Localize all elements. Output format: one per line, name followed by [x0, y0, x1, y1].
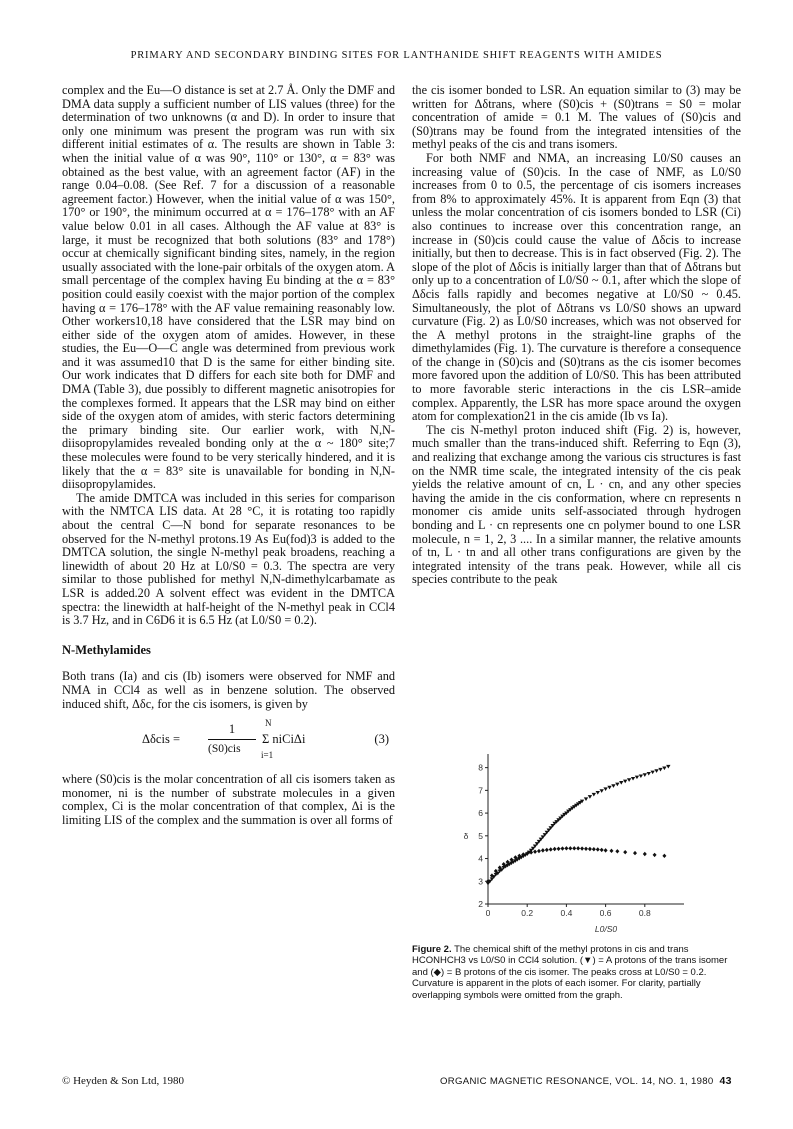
equation-numerator: 1 — [228, 722, 236, 737]
data-point-cis — [576, 846, 580, 850]
data-point-cis — [572, 846, 576, 850]
left-column — [62, 84, 395, 828]
data-point-cis — [560, 846, 564, 850]
paragraph: where (S0)cis is the molar concentration of all cis isomers taken as monomer, ni is the number of substrate molecules in a given complex, Ci is the molar concentration of that complex, Δi is the limiting LIS of the complex and the summation is over all forms of — [62, 772, 395, 827]
paragraph: the cis isomer bonded to LSR. An equation similar to (3) may be written for Δδtrans, where (S0)cis + (S0)trans = S0 = molar concentration of amide = 0.1 M. The values of (S0)cis and (S0)trans may be found from the integrated intensities of the methyl peaks of the cis and trans isomers. — [412, 83, 741, 152]
paragraph: complex and the Eu—O distance is set at 2.7 Å. Only the DMF and DMA data supply a sufficient number of LIS values (three) for the determination of two unknowns (α and D). In order to insure that only one minimum was present the program was run with six different initial estimates of α. The results are shown in Table 3: when the initial value of α was 90°, 110° or 130°, α = 83° was obtained as the best value, with an agreement factor (AF) in the range 0.04–0.08. (See Ref. 7 for a discussion of a reasonable agreement factor.) However, when the initial value of α was 150°, 170° or 190°, the minimum occurred at α = 176–178° with an AF value below 0.01 in all cases. Although the AF value at 83° is large, it must be recognized that both solutions (83° and 178°) occur at chemically significant binding sites, namely, in the region usually associated with the lone-pair orbitals of the oxygen atom. A small percentage of the complex having Eu binding at the α = 83° position could easily coexist with the major portion of the complex having α = 176–178° with the AF value remaining reasonably low. Other workers10,18 have considered that the LSR may bind on either side of the oxygen atom of amides. However, in these studies, the Eu—O—C angle was determined from previous work and it was assumed10 that D is the same for either binding site. Our work indicates that D differs for each site both for DMF and DMA (Table 3), due possibly to different magnetic anisotropies for the complexes formed. It appears that the LSR may bind on either side of the oxygen atom of amides, with steric factors determining the primary binding site. Our earlier work, with N,N-diisopropylamides revealed bonding only at the α ~ 180° site;7 these molecules were found to be very sterically hindered, and it is likely that the α = 83° site is unavailable for bonding in N,N-diisopropylamides. — [62, 83, 395, 492]
equation-sum-lower: i=1 — [261, 750, 274, 761]
data-point-trans — [654, 769, 658, 773]
data-point-trans — [662, 766, 666, 770]
data-point-trans — [588, 795, 592, 799]
data-point-cis — [653, 853, 657, 857]
y-tick-label: 6 — [478, 808, 483, 819]
data-point-cis — [600, 848, 604, 852]
data-point-trans — [666, 765, 670, 769]
data-point-trans — [596, 791, 600, 795]
data-point-cis — [584, 847, 588, 851]
running-header: PRIMARY AND SECONDARY BINDING SITES FOR LANTHANIDE SHIFT REAGENTS WITH AMIDES — [130, 50, 663, 61]
y-tick-label: 4 — [478, 853, 483, 864]
equation-sum-upper: N — [265, 718, 272, 729]
data-point-trans — [611, 784, 615, 788]
page-number: 43 — [719, 1075, 732, 1087]
data-point-cis — [533, 850, 537, 854]
caption-label: Figure 2. — [412, 944, 452, 955]
x-tick-label: 0.2 — [521, 908, 534, 918]
x-tick-label: 0 — [485, 908, 491, 918]
data-point-cis — [623, 850, 627, 854]
data-point-cis — [580, 846, 584, 850]
paragraph: The amide DMTCA was included in this series for comparison with the NMTCA LIS data. At 28 °C, it is rotating too rapidly about the central C—N bond for separate resonances to be observed for the N-methyl protons.19 As Eu(fod)3 is added to the DMTCA solution, the single N-methyl peak broadens, reaching a linewidth of about 20 Hz at L0/S0 = 0.3. The spectra are very similar to those published for methyl N,N-dimethylcarbamate as LSR is added.20 A solvent effect was evident in the DMTCA spectra: the linewidth at half-height of the N-methyl peak in CCl4 is 3.7 Hz, and in C6D6 it is 6.5 Hz (at L0/S0 = 0.2). — [62, 490, 395, 628]
figure-2-chart — [452, 748, 694, 938]
data-point-cis — [545, 848, 549, 852]
paragraph: For both NMF and NMA, an increasing L0/S0 causes an increasing value of (S0)cis. In the case of NMF, as L0/S0 increases from 0 to 0.5, the percentage of cis isomers increases from 8% to approximately 45%. It is apparent from Eqn (3) that unless the molar concentration of cis isomers bonded to LSR (Ci) also continues to increase over this concentration range, an increase in (S0)cis could cause the value of Δδcis to increase initially, but then to decrease. This is in fact observed (Fig. 2). The slope of the plot of Δδcis is initially larger than that of Δδtrans but only up to a concentration of L0/S0 ~ 0.1, after which the slope of Δδcis falls rapidly and becomes negative at L0/S0 ~ 0.45. Simultaneously, the plot of Δδtrans vs L0/S0 shows an upward curvature (Fig. 2) as L0/S0 increases, which was not observed for the A methyl protons in the straight-line graphs of the dimethylamides (Fig. 1). The curvature is therefore a consequence of the change in (S0)cis and (S0)trans as the cis isomer becomes more favored upon the addition of L0/S0. This has been attributed to more favorable steric interactions in the cis LSR–amide complex. Apparently, the LSR has more space around the oxygen atom for complexation21 in the cis amide (Ib vs Ia). — [412, 150, 741, 424]
data-point-cis — [596, 847, 600, 851]
y-tick-label: 3 — [478, 876, 483, 887]
data-point-cis — [609, 849, 613, 853]
data-point-trans — [627, 778, 631, 782]
data-point-trans — [603, 787, 607, 791]
data-point-cis — [557, 847, 561, 851]
data-point-cis — [643, 852, 647, 856]
data-point-trans — [599, 789, 603, 793]
data-point-cis — [588, 847, 592, 851]
footer-copyright: © Heyden & Son Ltd, 1980 — [62, 1075, 185, 1087]
equation-lhs: Δδcis = — [142, 732, 180, 747]
data-point-cis — [633, 851, 637, 855]
data-point-cis — [549, 847, 553, 851]
data-point-trans — [592, 793, 596, 797]
right-column — [412, 84, 741, 587]
paragraph: Both trans (Ia) and cis (Ib) isomers were observed for NMF and NMA in CCl4 as well as in benzene solution. The observed induced shift, Δδc, for the cis isomers, is given by — [62, 669, 395, 711]
data-point-cis — [592, 847, 596, 851]
equation-number: (3) — [374, 732, 389, 747]
equation-denominator: (S0)cis — [208, 743, 241, 756]
y-tick-label: 8 — [478, 762, 483, 773]
footer-journal — [440, 1075, 732, 1087]
data-point-trans — [647, 772, 651, 776]
data-point-trans — [607, 786, 611, 790]
data-point-trans — [623, 780, 627, 784]
data-point-trans — [635, 776, 639, 780]
x-tick-label: 0.4 — [560, 908, 573, 918]
data-point-trans — [631, 777, 635, 781]
equation-3 — [62, 719, 395, 763]
data-point-trans — [650, 771, 654, 775]
y-tick-label: 5 — [478, 830, 483, 841]
data-point-trans — [615, 783, 619, 787]
data-point-cis — [541, 848, 545, 852]
x-tick-label: 0.6 — [599, 908, 612, 918]
data-point-cis — [615, 849, 619, 853]
caption-text: The chemical shift of the methyl protons in cis and trans HCONHCH3 vs L0/S0 in CCl4 solution. (▼) = A protons of the trans isomer and (◆) = B protons of the cis isomer. The peaks cross at L0/S0 = 0.2. Curvature is apparent in the plots of each isomer. For clarity, partially overlapping symbols were omitted from the graph. — [412, 944, 728, 1001]
data-point-cis — [662, 854, 666, 858]
data-point-cis — [553, 847, 557, 851]
data-point-trans — [643, 773, 647, 777]
data-point-trans — [639, 774, 643, 778]
data-point-trans — [658, 768, 662, 772]
figure-caption — [412, 944, 742, 1001]
paragraph: The cis N-methyl proton induced shift (Fig. 2) is, however, much smaller than the trans-induced shift. Referring to Eqn (3), and realizing that exchange among the various cis structures is fast on the NMR time scale, the integrated intensity of the cis peak yields the relative amount of cn, L · cn, and any other species having the amide in the cis conformation, where cn represents n monomer cis amide units self-associated through hydrogen bonding and L · cn represents one cn polymer bound to one LSR molecule, n = 1, 2, 3 .... In a similar manner, the relative amounts of tn, L · tn and all other trans configurations are given by the integrated intensity of the trans peak. However, while all cis species contribute to the peak — [412, 422, 741, 587]
data-point-cis — [537, 849, 541, 853]
section-heading: N-Methylamides — [62, 642, 151, 657]
x-axis-label: L0/S0 — [594, 924, 618, 934]
journal-citation: ORGANIC MAGNETIC RESONANCE, VOL. 14, NO. 1, 1980 — [440, 1076, 714, 1087]
data-point-cis — [564, 846, 568, 850]
chart-svg — [452, 748, 694, 938]
y-tick-label: 2 — [478, 899, 483, 909]
equation-sum: Σ niCiΔi — [262, 732, 306, 747]
data-point-cis — [568, 846, 572, 850]
data-point-cis — [604, 848, 608, 852]
y-tick-label: 7 — [478, 785, 483, 796]
data-point-trans — [584, 797, 588, 801]
x-tick-label: 0.8 — [638, 908, 651, 918]
data-point-trans — [619, 781, 623, 785]
y-axis-label: δ — [463, 830, 469, 841]
